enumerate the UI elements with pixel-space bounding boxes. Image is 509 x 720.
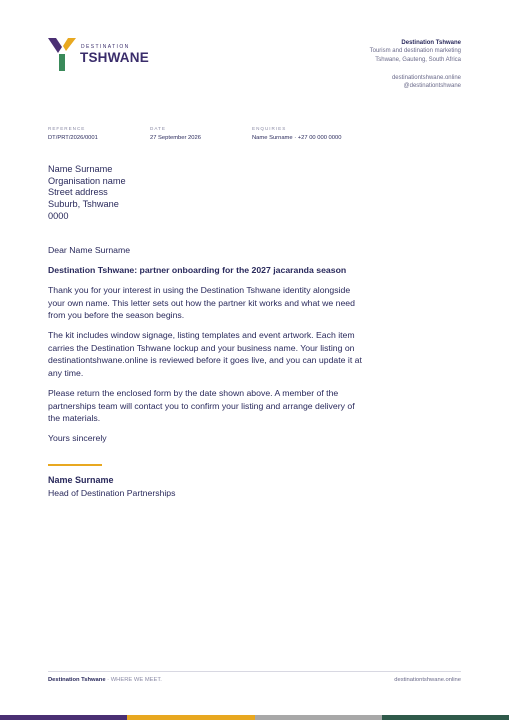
brand-logo bbox=[48, 38, 158, 72]
body-paragraph-1: Thank you for your interest in using the Destination Tshwane identity alongside your own name. This letter sets out how the partner kit works and what we need from you before the season begins. bbox=[48, 285, 355, 321]
footer-divider bbox=[48, 671, 461, 672]
body-paragraph-3: Please return the enclosed form by the date shown above. A member of the partnerships team will contact you to confirm your listing and arrange delivery of the materials. bbox=[48, 388, 355, 424]
sender-name: Destination Tshwane bbox=[401, 40, 461, 46]
reference-field bbox=[48, 126, 98, 141]
footer-website: destinationtshwane.online bbox=[394, 677, 461, 683]
footer-brand-line bbox=[48, 677, 162, 683]
sender-website: destinationtshwane.online bbox=[391, 74, 461, 81]
band-gold bbox=[127, 715, 254, 720]
date-field bbox=[150, 126, 201, 141]
band-green bbox=[382, 715, 509, 720]
footer-brand: Destination Tshwane bbox=[48, 677, 106, 683]
recipient-suburb: Suburb, Tshwane bbox=[48, 199, 119, 210]
logo-wordmark: TSHWANE bbox=[80, 50, 149, 65]
sender-descriptor: Tourism and destination marketing bbox=[369, 48, 461, 55]
band-purple bbox=[0, 715, 127, 720]
logo-wordmark-small: DESTINATION bbox=[81, 44, 130, 50]
recipient-postcode: 0000 bbox=[48, 210, 69, 221]
sender-block bbox=[370, 39, 461, 90]
signatory-title: Head of Destination Partnerships bbox=[48, 488, 176, 498]
body-paragraph-2: The kit includes window signage, listing templates and event artwork. Each item carries the Destination Tshwane lockup and your business name. Your listing on destinationtshwane.online is reviewed before it goes live, and you can update it at any time. bbox=[48, 330, 362, 378]
enquiries-label: ENQUIRIES bbox=[252, 126, 287, 131]
recipient-organisation: Organisation name bbox=[48, 175, 126, 186]
enquiries-value: Name Surname · +27 00 000 0000 bbox=[252, 135, 342, 141]
band-grey bbox=[255, 715, 382, 720]
enquiries-field bbox=[252, 126, 341, 141]
date-value: 27 September 2026 bbox=[150, 135, 201, 141]
sender-social-handle: @destinationtshwane bbox=[403, 83, 461, 90]
closing: Yours sincerely bbox=[48, 433, 107, 443]
signature-rule bbox=[48, 464, 102, 466]
letter-subject: Destination Tshwane: partner onboarding for the 2027 jacaranda season bbox=[48, 265, 347, 275]
recipient-name: Name Surname bbox=[48, 164, 113, 174]
reference-value: DT/PRT/2026/0001 bbox=[48, 135, 98, 141]
sender-location: Tshwane, Gauteng, South Africa bbox=[375, 56, 461, 63]
recipient-address bbox=[48, 164, 126, 223]
footer-tagline: · WHERE WE MEET. bbox=[105, 677, 162, 683]
reference-label: REFERENCE bbox=[48, 126, 86, 131]
recipient-street: Street address bbox=[48, 187, 108, 198]
salutation: Dear Name Surname bbox=[48, 245, 131, 255]
signatory-name: Name Surname bbox=[48, 475, 114, 485]
date-label: DATE bbox=[150, 126, 166, 131]
brand-colour-band bbox=[0, 715, 509, 720]
jacaranda-y-mark-icon bbox=[48, 38, 78, 72]
